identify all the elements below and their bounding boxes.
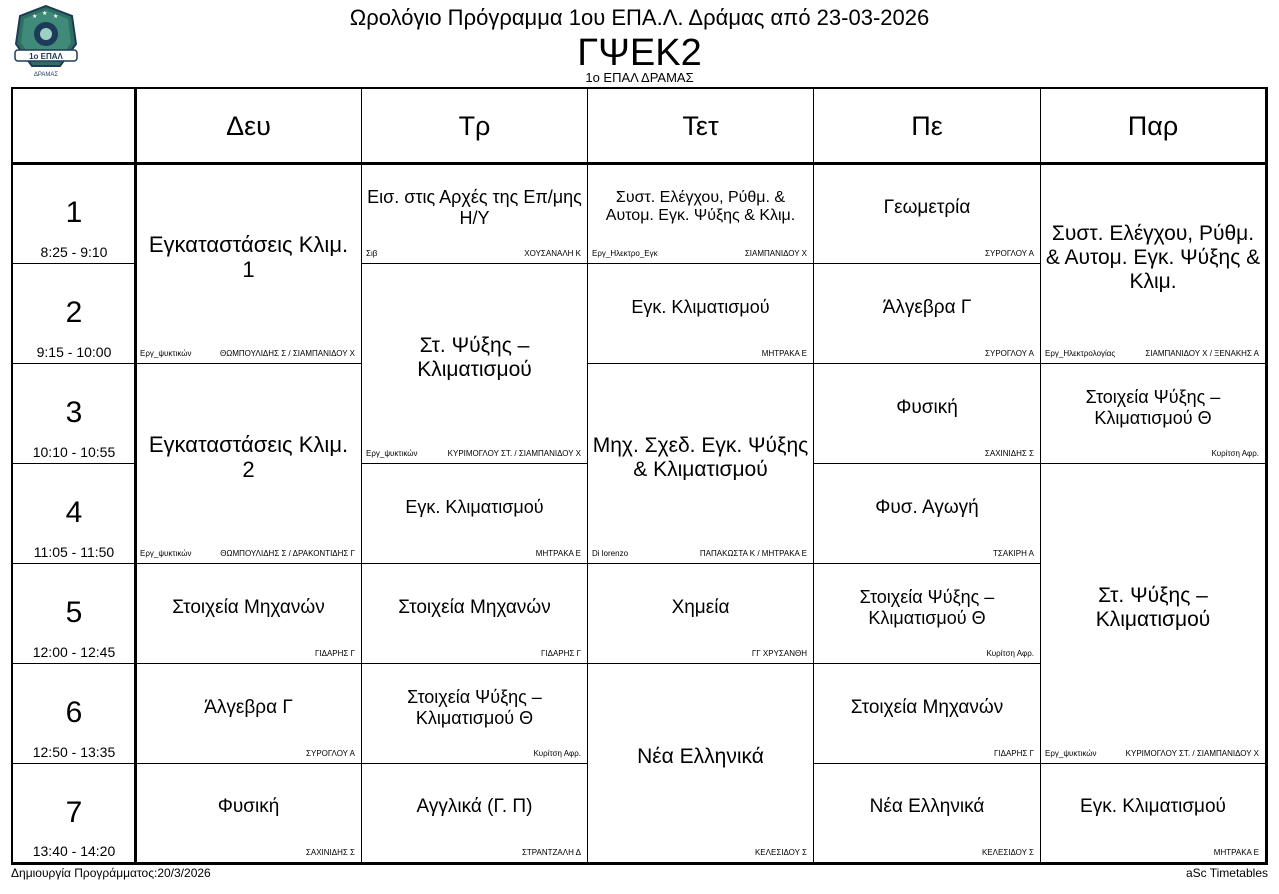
- period-number: 4: [65, 496, 83, 529]
- lesson-room: Εργ_ψυκτικών: [140, 349, 192, 358]
- period-number: 7: [65, 796, 83, 829]
- lesson-teacher: ΘΩΜΠΟΥΛΙΔΗΣ Σ / ΔΡΑΚΟΝΤΙΔΗΣ Γ: [220, 549, 355, 558]
- day-header: Δευ: [136, 89, 362, 164]
- lesson-cell: [814, 764, 1041, 863]
- lesson-teacher: ΣΙΑΜΠΑΝΙΔΟΥ Χ: [744, 249, 807, 258]
- lesson-cell: [362, 664, 588, 764]
- lesson-subject: Στοιχεία Ψύξης – Κλιματισμού Θ: [859, 587, 995, 628]
- lesson-cell: [814, 364, 1041, 464]
- lesson-teacher: ΣΤΡΑΝΤΖΑΛΗ Δ: [521, 848, 581, 857]
- lesson-cell: [1041, 464, 1266, 764]
- lesson-subject: Αγγλικά (Γ. Π): [416, 796, 533, 817]
- lesson-teacher: ΣΙΑΜΠΑΝΙΔΟΥ Χ / ΞΕΝΑΚΗΣ Α: [1145, 349, 1259, 358]
- lesson-teacher: ΚΥΡΙΜΟΓΛΟΥ ΣΤ. / ΣΙΑΜΠΑΝΙΔΟΥ Χ: [447, 449, 581, 458]
- lesson-teacher: ΚΕΛΕΣΙΔΟΥ Σ: [981, 848, 1034, 857]
- period-time: 12:00 - 12:45: [32, 644, 116, 660]
- lesson-teacher: ΓΙΔΑΡΗΣ Γ: [315, 649, 355, 658]
- lesson-subject: Άλγεβρα Γ: [882, 297, 972, 318]
- logo-subtext: ΔΡΑΜΑΣ: [33, 72, 59, 78]
- period-number: 2: [65, 296, 83, 329]
- lesson-cell: [1041, 364, 1266, 464]
- period-number: 5: [65, 596, 83, 629]
- day-header: Τετ: [588, 89, 814, 164]
- lesson-subject: Συστ. Ελέγχου, Ρύθμ. & Αυτομ. Εγκ. Ψύξης & Κλιμ.: [605, 189, 796, 225]
- lesson-subject: Στοιχεία Μηχανών: [398, 597, 551, 618]
- period-time: 8:25 - 9:10: [40, 244, 108, 260]
- lesson-teacher: ΜΗΤΡΑΚΑ Ε: [761, 349, 807, 358]
- lesson-cell: [362, 164, 588, 264]
- lesson-cell: [588, 364, 814, 564]
- lesson-subject: Χημεία: [671, 597, 730, 618]
- lesson-teacher: ΓΓ ΧΡΥΣΑΝΘΗ: [751, 649, 807, 658]
- lesson-subject: Στ. Ψύξης – Κλιματισμού: [1095, 584, 1211, 632]
- day-header: Τρ: [362, 89, 588, 164]
- lesson-teacher: ΣΥΡΟΓΛΟΥ Α: [985, 349, 1034, 358]
- lesson-subject: Εγκ. Κλιματισμού: [1080, 796, 1226, 817]
- period-number: 6: [65, 696, 83, 729]
- lesson-cell: [588, 264, 814, 364]
- lesson-teacher: ΚΕΛΕΣΙΔΟΥ Σ: [754, 848, 807, 857]
- lesson-cell: [814, 164, 1041, 264]
- lesson-room: Di lorenzo: [592, 549, 629, 558]
- lesson-subject: Γεωμετρία: [883, 197, 971, 218]
- lesson-room: Εργ_Ηλεκτρο_Εγκ: [592, 249, 658, 258]
- lesson-teacher: ΜΗΤΡΑΚΑ Ε: [535, 549, 581, 558]
- lesson-teacher: ΘΩΜΠΟΥΛΙΔΗΣ Σ / ΣΙΑΜΠΑΝΙΔΟΥ Χ: [220, 349, 355, 358]
- lesson-teacher: Κυρίτση Αφρ.: [533, 749, 581, 758]
- lesson-teacher: Κυρίτση Αφρ.: [1211, 449, 1259, 458]
- lesson-cell: [814, 564, 1041, 664]
- lesson-cell: [814, 664, 1041, 764]
- lesson-room: Εργ_ψυκτικών: [140, 549, 192, 558]
- lesson-teacher: ΣΑΧΙΝΙΔΗΣ Σ: [984, 449, 1034, 458]
- lesson-cell: [362, 464, 588, 564]
- lesson-teacher: ΧΟΥΣΑΝΑΛΗ Κ: [524, 249, 581, 258]
- lesson-subject: Μηχ. Σχεδ. Εγκ. Ψύξης & Κλιματισμού: [592, 434, 809, 482]
- lesson-teacher: ΚΥΡΙΜΟΓΛΟΥ ΣΤ. / ΣΙΑΜΠΑΝΙΔΟΥ Χ: [1125, 749, 1259, 758]
- lesson-teacher: Κυρίτση Αφρ.: [986, 649, 1034, 658]
- period-time: 11:05 - 11:50: [33, 544, 115, 560]
- lesson-teacher: ΓΙΔΑΡΗΣ Γ: [541, 649, 581, 658]
- lesson-cell: [136, 364, 362, 564]
- lesson-cell: [1041, 764, 1266, 863]
- header-column-divider: [134, 89, 137, 863]
- period-cell: [13, 664, 136, 764]
- lesson-subject: Στοιχεία Μηχανών: [850, 697, 1004, 718]
- lesson-subject: Εγκαταστάσεις Κλιμ. 1: [148, 232, 349, 283]
- lesson-subject: Εγκ. Κλιματισμού: [631, 297, 770, 317]
- lesson-cell: [588, 564, 814, 664]
- lesson-teacher: ΣΑΧΙΝΙΔΗΣ Σ: [305, 848, 355, 857]
- period-time: 12:50 - 13:35: [32, 744, 116, 760]
- lesson-cell: [588, 664, 814, 863]
- period-cell: [13, 564, 136, 664]
- generator-credit: aSc Timetables: [1185, 866, 1268, 880]
- period-cell: [13, 764, 136, 863]
- lesson-subject: Εγκαταστάσεις Κλιμ. 2: [148, 432, 349, 483]
- lesson-subject: Εγκ. Κλιματισμού: [405, 497, 544, 517]
- day-header: Πε: [814, 89, 1041, 164]
- lesson-subject: Στοιχεία Μηχανών: [172, 597, 325, 618]
- period-number: 3: [65, 396, 83, 429]
- lesson-teacher: ΣΥΡΟΓΛΟΥ Α: [306, 749, 355, 758]
- lesson-room: Σιβ: [366, 249, 378, 258]
- lesson-subject: Στοιχεία Ψύξης – Κλιματισμού Θ: [1085, 387, 1221, 428]
- lesson-room: Εργ_ψυκτικών: [366, 449, 418, 458]
- lesson-cell: [136, 564, 362, 664]
- lesson-cell: [362, 264, 588, 464]
- timetable-grid: [11, 87, 1268, 865]
- lesson-subject: Συστ. Ελέγχου, Ρύθμ. & Αυτομ. Εγκ. Ψύξης & Κλιμ.: [1045, 222, 1261, 294]
- lesson-cell: [1041, 164, 1266, 364]
- school-name: 1ο ΕΠΑΛ ΔΡΑΜΑΣ: [585, 70, 694, 85]
- lesson-cell: [588, 164, 814, 264]
- svg-text:★: ★: [32, 14, 38, 20]
- lesson-cell: [136, 664, 362, 764]
- svg-text:★: ★: [42, 11, 48, 17]
- lesson-cell: [814, 464, 1041, 564]
- lesson-teacher: ΜΗΤΡΑΚΑ Ε: [1213, 848, 1259, 857]
- lesson-cell: [136, 164, 362, 364]
- corner-cell: [13, 89, 136, 164]
- lesson-subject: Στ. Ψύξης – Κλιματισμού: [417, 334, 532, 382]
- day-header: Παρ: [1041, 89, 1266, 164]
- period-number: 1: [65, 196, 83, 229]
- period-cell: [13, 164, 136, 264]
- created-date: Δημιουργία Προγράμματος:20/3/2026: [11, 866, 211, 880]
- period-cell: [13, 264, 136, 364]
- period-cell: [13, 464, 136, 564]
- lesson-cell: [814, 264, 1041, 364]
- lesson-subject: Φυσική: [896, 397, 958, 418]
- lesson-teacher: ΓΙΔΑΡΗΣ Γ: [994, 749, 1034, 758]
- header-row-divider: [13, 162, 1266, 165]
- lesson-subject: Νέα Ελληνικά: [869, 796, 985, 817]
- lesson-room: Εργ_ψυκτικών: [1045, 749, 1097, 758]
- lesson-cell: [362, 564, 588, 664]
- period-time: 13:40 - 14:20: [32, 843, 116, 859]
- lesson-subject: Άλγεβρα Γ: [204, 697, 293, 718]
- lesson-subject: Στοιχεία Ψύξης – Κλιματισμού Θ: [407, 687, 542, 728]
- period-time: 10:10 - 10:55: [32, 444, 116, 460]
- lesson-teacher: ΠΑΠΑΚΩΣΤΑ Κ / ΜΗΤΡΑΚΑ Ε: [699, 549, 807, 558]
- lesson-cell: [362, 764, 588, 863]
- lesson-subject: Φυσ. Αγωγή: [875, 497, 979, 518]
- svg-text:★: ★: [53, 14, 59, 20]
- lesson-cell: [136, 764, 362, 863]
- period-time: 9:15 - 10:00: [36, 344, 112, 360]
- logo-text: 1ο ΕΠΑΛ: [29, 52, 63, 61]
- lesson-subject: Νέα Ελληνικά: [637, 745, 764, 768]
- class-name: ΓΨΕΚ2: [577, 32, 702, 74]
- lesson-teacher: ΣΥΡΟΓΛΟΥ Α: [985, 249, 1034, 258]
- lesson-teacher: ΤΣΑΚΙΡΗ Α: [993, 549, 1034, 558]
- lesson-subject: Εισ. στις Αρχές της Επ/μης Η/Υ: [367, 187, 582, 228]
- lesson-room: Εργ_Ηλεκτρολογίας: [1045, 349, 1116, 358]
- lesson-subject: Φυσική: [217, 796, 280, 817]
- period-cell: [13, 364, 136, 464]
- timetable-title: Ωρολόγιο Πρόγραμμα 1ου ΕΠΑ.Λ. Δράμας από 23-03-2026: [349, 5, 930, 30]
